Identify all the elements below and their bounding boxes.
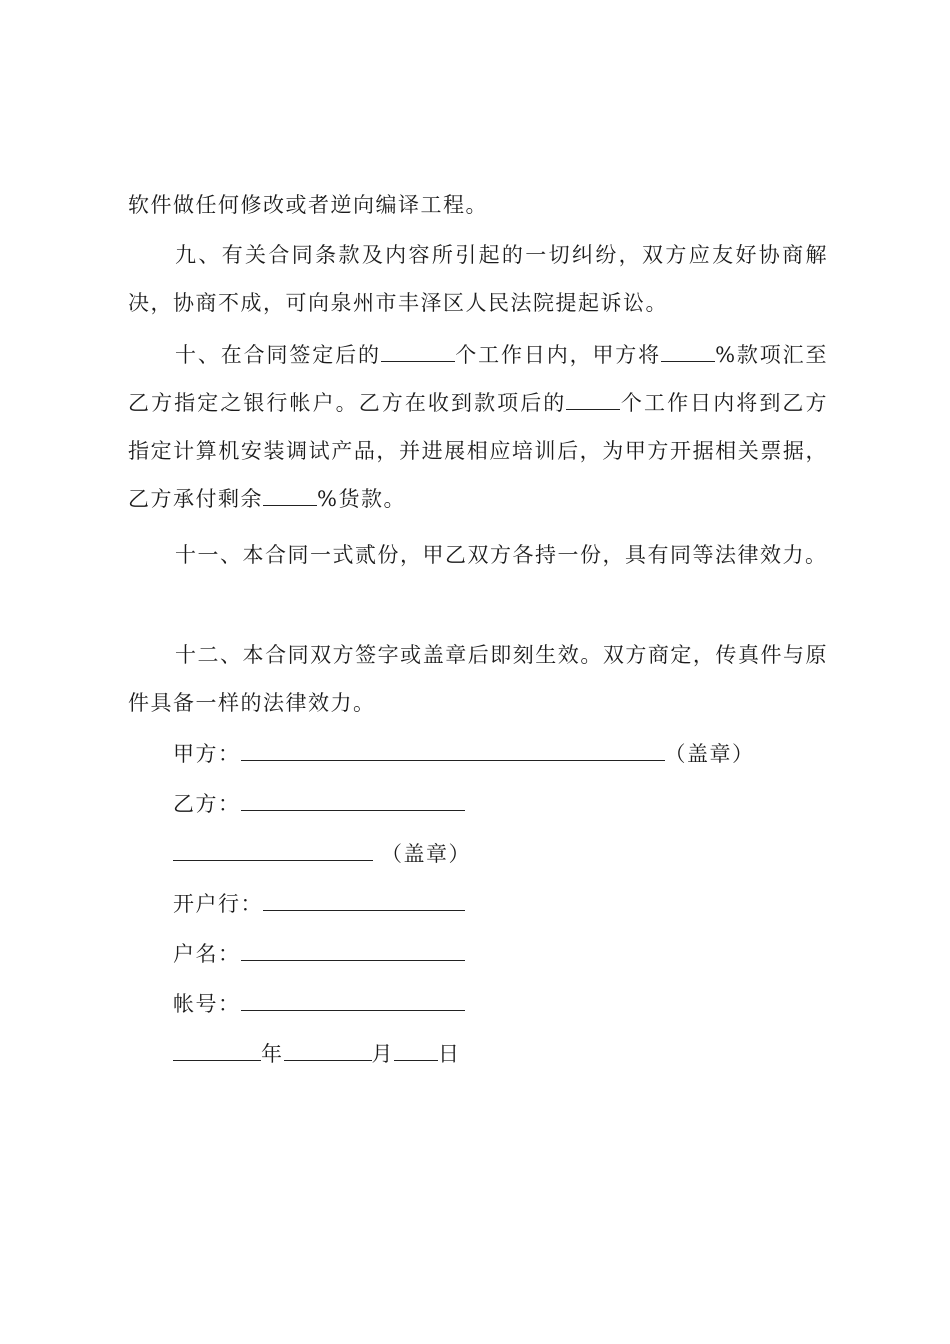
bank-blank: [263, 888, 465, 911]
date-line: [173, 1038, 461, 1069]
month-blank: [284, 1038, 372, 1061]
blank-install-days: [566, 391, 620, 410]
bank-line: [173, 888, 465, 919]
account-no-line: [173, 988, 465, 1019]
year-blank: [173, 1038, 261, 1061]
party-b-label: 乙方：: [173, 792, 241, 816]
month-label: 月: [371, 1042, 394, 1066]
clause-10-text-2: 个工作日内，甲方将: [454, 343, 662, 367]
year-label: 年: [261, 1042, 284, 1066]
paragraph-continuation: 软件做任何修改或者逆向编译工程。: [128, 193, 488, 217]
clause-12: 十二、本合同双方签字或盖章后即刻生效。双方商定，传真件与原件具备一样的法律效力。: [128, 643, 828, 715]
account-no-blank: [241, 988, 465, 1011]
party-b-blank: [241, 788, 465, 811]
day-blank: [394, 1038, 438, 1061]
clause-10-text-4: 个工作日内将到乙方指定计算机安装调试产品，并进展相应培训后，为甲方开据相关票据，乙方承付剩余: [128, 391, 829, 511]
party-b-seal-line: [173, 838, 471, 869]
bank-label: 开户行：: [173, 892, 263, 916]
clause-10-text-5: %货款。: [317, 487, 406, 511]
clause-9: 九、有关合同条款及内容所引起的一切纠纷，双方应友好协商解决，协商不成，可向泉州市丰泽区人民法院提起诉讼。: [128, 243, 828, 315]
party-a-line: [173, 738, 755, 769]
party-a-label: 甲方：: [173, 742, 241, 766]
clause-10: [128, 331, 828, 523]
blank-percent-paid: [661, 343, 715, 362]
blank-working-days: [381, 343, 455, 362]
clause-10-text-1: 十、在合同签定后的: [175, 343, 381, 367]
seal-a: （盖章）: [664, 742, 755, 766]
account-no-label: 帐号：: [173, 992, 241, 1016]
party-b-line: [173, 788, 465, 819]
account-name-line: [173, 938, 465, 969]
party-b-seal-blank: [173, 838, 373, 861]
day-label: 日: [438, 1042, 461, 1066]
party-a-blank: [241, 738, 665, 761]
seal-b: （盖章）: [381, 842, 471, 866]
blank-percent-remaining: [263, 487, 317, 506]
clause-10-text-3: %款项汇至乙方指定之银行帐户。乙方在收到款项后的: [128, 343, 829, 415]
account-name-label: 户名：: [173, 942, 241, 966]
account-name-blank: [241, 938, 465, 961]
clause-11: 十一、本合同一式贰份，甲乙双方各持一份，具有同等法律效力。: [175, 543, 828, 567]
